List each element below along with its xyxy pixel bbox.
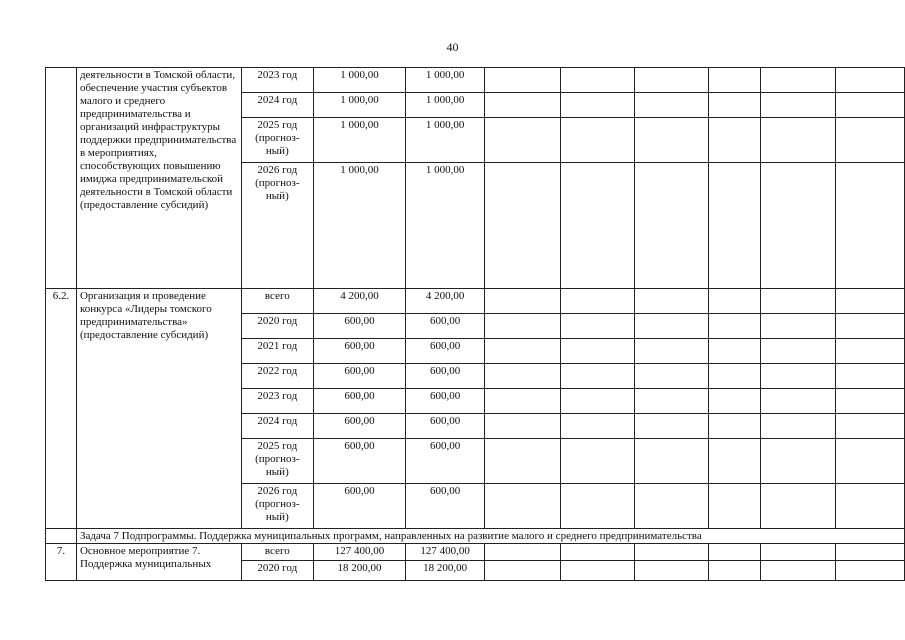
empty-cell [836,339,905,364]
empty-cell [635,484,708,529]
empty-cell [485,389,561,414]
amount-value: 1 000,00 [406,118,485,163]
empty-cell [836,364,905,389]
empty-cell [635,544,708,561]
amount-total: 1 000,00 [313,118,405,163]
empty-cell [635,339,708,364]
year-cell: 2026 год (прогноз-ный) [241,163,313,289]
empty-cell [708,339,760,364]
empty-cell [635,93,708,118]
empty-cell [561,544,635,561]
budget-table [45,67,905,581]
amount-value: 600,00 [406,314,485,339]
empty-cell [485,118,561,163]
amount-value: 1 000,00 [406,93,485,118]
year-cell: 2026 год (прогноз-ный) [241,484,313,529]
empty-cell [836,561,905,581]
year-cell: всего [241,544,313,561]
event-name: Организация и проведение конкурса «Лидеры томского предпринимательства» (предоставление субсидий) [76,289,241,529]
year-cell: 2022 год [241,364,313,389]
empty-cell [761,68,836,93]
empty-cell [708,439,760,484]
empty-cell [761,314,836,339]
empty-cell [708,544,760,561]
empty-cell [761,389,836,414]
empty-cell [485,314,561,339]
empty-cell [561,339,635,364]
event-name: деятельности в Томской области, обеспечение участия субъектов малого и среднего предпринимательства и организаций инфраструктуры поддержки предпринимательства в мероприятиях, способствующих повышению имиджа предпринимательской деятельности в Томской области (предоставление субсидий) [76,68,241,289]
amount-value: 600,00 [406,339,485,364]
amount-total: 18 200,00 [313,561,405,581]
empty-cell [485,339,561,364]
amount-total: 1 000,00 [313,93,405,118]
empty-cell [761,439,836,484]
empty-cell [761,484,836,529]
year-cell: 2023 год [241,68,313,93]
amount-total: 1 000,00 [313,163,405,289]
table-row [46,68,905,93]
empty-cell [635,389,708,414]
empty-cell [485,414,561,439]
empty-cell [836,484,905,529]
amount-value: 600,00 [406,414,485,439]
empty-cell [836,118,905,163]
amount-value: 600,00 [406,364,485,389]
row-number [46,68,77,289]
empty-cell [561,364,635,389]
table-row [46,289,905,314]
row-number [46,529,77,544]
empty-cell [761,289,836,314]
empty-cell [635,414,708,439]
year-cell: 2025 год (прогноз-ный) [241,439,313,484]
table-row [46,544,905,561]
amount-total: 4 200,00 [313,289,405,314]
amount-value: 4 200,00 [406,289,485,314]
empty-cell [561,314,635,339]
year-cell: 2020 год [241,561,313,581]
empty-cell [561,561,635,581]
empty-cell [708,484,760,529]
empty-cell [708,389,760,414]
empty-cell [708,561,760,581]
empty-cell [485,68,561,93]
empty-cell [635,68,708,93]
amount-value: 18 200,00 [406,561,485,581]
amount-total: 600,00 [313,439,405,484]
empty-cell [485,561,561,581]
amount-value: 600,00 [406,484,485,529]
empty-cell [561,68,635,93]
empty-cell [836,439,905,484]
amount-total: 600,00 [313,339,405,364]
empty-cell [761,561,836,581]
empty-cell [708,93,760,118]
empty-cell [561,414,635,439]
empty-cell [761,339,836,364]
empty-cell [708,163,760,289]
row-number: 7. [46,544,77,581]
task-heading: Задача 7 Подпрограммы. Поддержка муниципальных программ, направленных на развитие малого и среднего предпринимательства [76,529,904,544]
amount-total: 1 000,00 [313,68,405,93]
amount-value: 600,00 [406,389,485,414]
empty-cell [836,93,905,118]
year-cell: 2021 год [241,339,313,364]
empty-cell [761,414,836,439]
row-number: 6.2. [46,289,77,529]
empty-cell [708,414,760,439]
empty-cell [635,314,708,339]
year-cell: всего [241,289,313,314]
empty-cell [836,68,905,93]
empty-cell [761,118,836,163]
empty-cell [485,163,561,289]
empty-cell [836,544,905,561]
empty-cell [485,439,561,484]
empty-cell [485,364,561,389]
empty-cell [635,561,708,581]
empty-cell [708,289,760,314]
empty-cell [836,314,905,339]
empty-cell [708,314,760,339]
empty-cell [836,289,905,314]
empty-cell [561,389,635,414]
empty-cell [836,163,905,289]
year-cell: 2023 год [241,389,313,414]
amount-value: 1 000,00 [406,163,485,289]
empty-cell [561,93,635,118]
page-number: 40 [446,40,459,54]
empty-cell [708,68,760,93]
amount-total: 600,00 [313,414,405,439]
empty-cell [761,93,836,118]
empty-cell [836,414,905,439]
amount-total: 600,00 [313,389,405,414]
empty-cell [836,389,905,414]
empty-cell [761,364,836,389]
empty-cell [561,163,635,289]
empty-cell [708,364,760,389]
empty-cell [485,544,561,561]
empty-cell [635,364,708,389]
amount-value: 600,00 [406,439,485,484]
event-name: Основное мероприятие 7. Поддержка муниципальных [76,544,241,581]
empty-cell [485,93,561,118]
table-row [46,529,905,544]
empty-cell [561,289,635,314]
empty-cell [561,118,635,163]
amount-value: 1 000,00 [406,68,485,93]
amount-value: 127 400,00 [406,544,485,561]
empty-cell [561,484,635,529]
amount-total: 600,00 [313,314,405,339]
year-cell: 2020 год [241,314,313,339]
empty-cell [485,289,561,314]
empty-cell [635,289,708,314]
year-cell: 2024 год [241,414,313,439]
year-cell: 2024 год [241,93,313,118]
amount-total: 600,00 [313,364,405,389]
empty-cell [635,439,708,484]
empty-cell [635,118,708,163]
amount-total: 127 400,00 [313,544,405,561]
empty-cell [761,544,836,561]
empty-cell [561,439,635,484]
year-cell: 2025 год (прогноз-ный) [241,118,313,163]
empty-cell [761,163,836,289]
amount-total: 600,00 [313,484,405,529]
empty-cell [485,484,561,529]
empty-cell [708,118,760,163]
empty-cell [635,163,708,289]
